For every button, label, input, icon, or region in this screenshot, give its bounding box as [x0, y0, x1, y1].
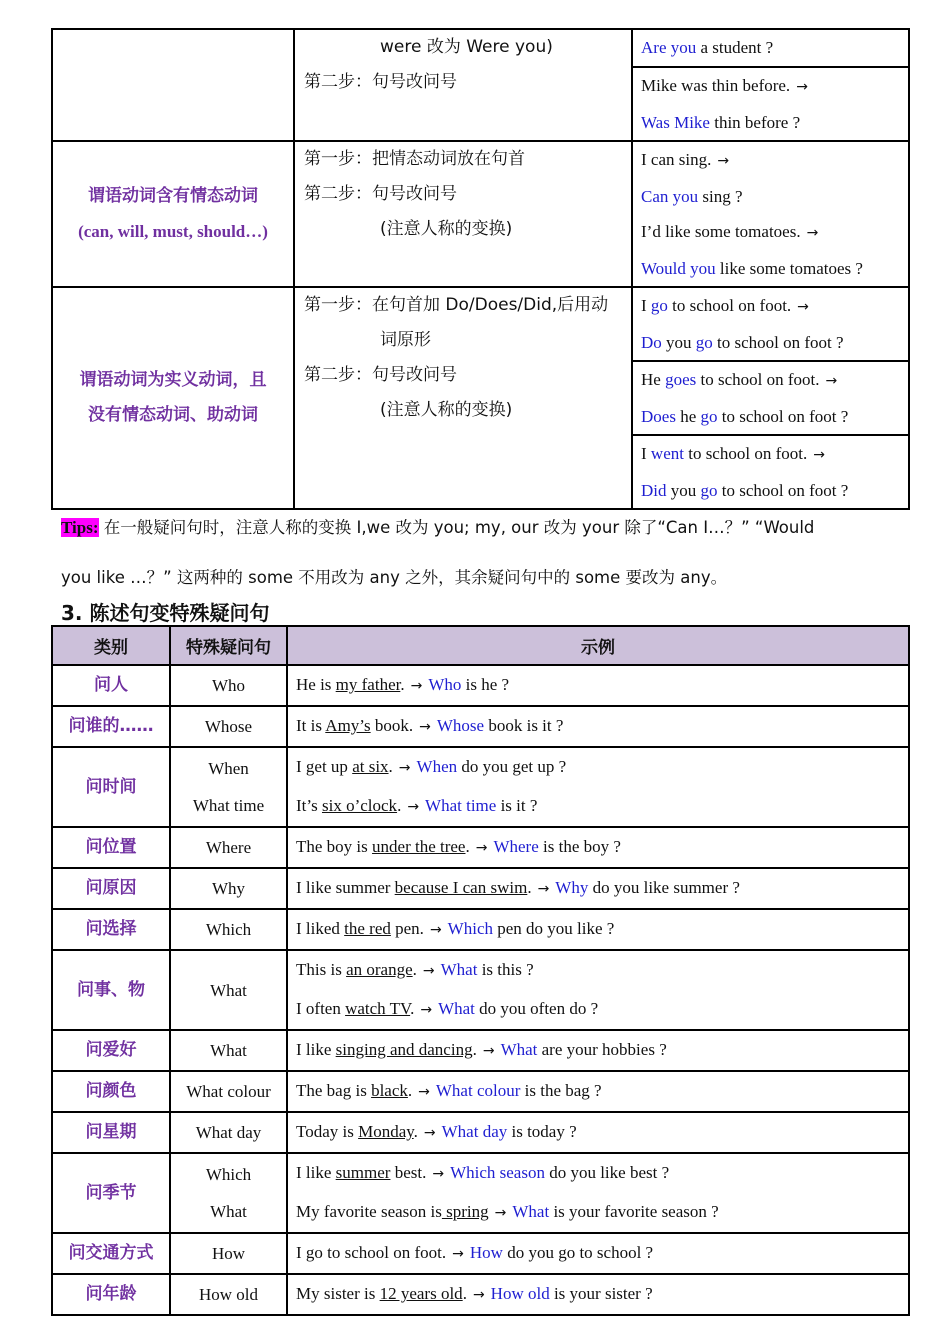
- example-line: [296, 990, 908, 1029]
- question-text: do you like best ?: [544, 1163, 670, 1182]
- example-line: [296, 1113, 908, 1152]
- question-text: book is it ?: [484, 716, 564, 735]
- question-word: What: [500, 1040, 538, 1059]
- example-cell: [287, 1233, 909, 1274]
- table-row: [52, 1071, 909, 1112]
- statement-text: .: [400, 675, 405, 694]
- step-line: 第一步：在句首加 Do/Does/Did,后用动: [304, 295, 609, 315]
- table-row: [52, 1153, 909, 1233]
- example-line: [296, 1234, 908, 1273]
- example-cell: [287, 950, 909, 1030]
- question-text: pen do you like ?: [493, 919, 615, 938]
- category-cell: 问谁的……: [52, 706, 170, 747]
- example-cell: [287, 1071, 909, 1112]
- arrow-icon: →: [423, 1125, 436, 1141]
- table-row: [52, 1112, 909, 1153]
- category-cell: 问原因: [52, 868, 170, 909]
- table-row: [52, 1274, 909, 1315]
- underlined-answer: under the tree: [372, 837, 466, 856]
- question-word-cell: [170, 706, 287, 747]
- category-cell: 问季节: [52, 1153, 170, 1233]
- yes-no-question-table: [51, 28, 910, 510]
- example-line: [296, 828, 908, 867]
- statement-text: My sister is: [296, 1284, 380, 1303]
- example-cell: [287, 1112, 909, 1153]
- question-text: is it ?: [496, 796, 538, 815]
- arrow-icon: →: [482, 1043, 495, 1059]
- question-text: is your sister ?: [549, 1284, 653, 1303]
- statement-text: The boy is: [296, 837, 373, 856]
- underlined-answer: black: [371, 1081, 408, 1100]
- arrow-icon: →: [472, 1287, 485, 1303]
- arrow-icon: →: [420, 1002, 433, 1018]
- statement-text: .: [407, 1081, 413, 1100]
- question-word: Would you: [641, 259, 716, 278]
- example-cell: [287, 1030, 909, 1071]
- question-word-cell: [170, 1112, 287, 1153]
- question-word: Which: [205, 1165, 252, 1184]
- underlined-answer: at six: [352, 757, 389, 776]
- question-word: What: [438, 999, 475, 1018]
- example-line: [296, 1193, 908, 1232]
- category-cell: 问交通方式: [52, 1233, 170, 1274]
- statement-text: .: [465, 837, 470, 856]
- arrow-icon: →: [452, 1246, 464, 1262]
- question-word: Where: [205, 838, 252, 857]
- question-word: Which: [205, 920, 252, 939]
- tips-text-line-1: 在一般疑问句时，注意人称的变换 I,we 改为 you; my, our 改为 your 除了“Can I…？” “Would: [98, 518, 815, 537]
- tips-paragraph: [61, 503, 901, 603]
- example-line: [296, 1154, 908, 1193]
- question-word: Are you: [641, 38, 697, 57]
- question-word-cell: [170, 747, 287, 827]
- example-line: [296, 1072, 908, 1111]
- example-cell: I went to school on foot. → Did you go to school on foot ?: [632, 435, 909, 509]
- step-line: 第二步：句号改问号: [304, 365, 457, 385]
- column-header: 示例: [287, 626, 909, 665]
- example-line: [296, 910, 908, 949]
- category-cell: 问星期: [52, 1112, 170, 1153]
- question-word: What: [210, 980, 247, 1000]
- question-word: How: [211, 1244, 246, 1263]
- question-word: What day: [441, 1122, 508, 1141]
- question-word: What: [210, 1041, 247, 1060]
- underlined-answer: Amy’s: [325, 716, 371, 735]
- example-line: [296, 748, 908, 787]
- question-word-cell: [170, 909, 287, 950]
- question-word: When: [416, 757, 458, 776]
- question-word: What: [210, 1202, 247, 1221]
- statement-text: He is: [296, 675, 336, 694]
- example-cell: [287, 827, 909, 868]
- question-word: Where: [493, 837, 539, 856]
- steps-cell: [294, 287, 632, 509]
- arrow-icon: →: [418, 1084, 430, 1100]
- example-line: [296, 951, 908, 990]
- category-label: 谓语动词含有情态动词: [88, 186, 258, 206]
- question-word: Was Mike: [641, 113, 710, 132]
- arrow-icon: →: [813, 447, 825, 463]
- column-header: 类别: [52, 626, 170, 665]
- table-row: [52, 29, 909, 67]
- category-cell: 问时间: [52, 747, 170, 827]
- statement-text: I go to school on foot.: [296, 1243, 447, 1262]
- statement-text: best.: [390, 1163, 427, 1182]
- table-row: [52, 868, 909, 909]
- example-line: [296, 666, 908, 705]
- category-label: 没有情态动词、助动词: [88, 405, 258, 425]
- question-text: is today ?: [507, 1122, 577, 1141]
- arrow-icon: →: [407, 799, 420, 815]
- arrow-icon: →: [398, 760, 411, 776]
- tips-text-line-2: you like …？” 这两种的 some 不用改为 any 之外，其余疑问句中的 some 要改为 any。: [61, 568, 728, 587]
- question-word-cell: [170, 1233, 287, 1274]
- statement-text: .: [527, 878, 532, 897]
- category-sub-label: (can, will, must, should…): [78, 222, 268, 241]
- example-line: [296, 707, 908, 746]
- question-word: How old: [198, 1285, 259, 1304]
- question-word: What colour: [435, 1081, 521, 1100]
- step-line: 第一步：把情态动词放在句首: [304, 149, 525, 169]
- arrow-icon: →: [494, 1205, 507, 1221]
- example-cell: I can sing. → Can you sing ? I’d like some tomatoes. → Would you like some tomatoes ?: [632, 141, 909, 287]
- step-line: (注意人称的变换): [380, 219, 513, 239]
- arrow-icon: →: [717, 153, 730, 169]
- step-line: 第二步：句号改问号: [304, 72, 457, 92]
- statement-text: It’s: [296, 796, 322, 815]
- statement-text: book.: [370, 716, 414, 735]
- table-row: [52, 909, 909, 950]
- statement-text: .: [388, 757, 393, 776]
- example-cell: [287, 868, 909, 909]
- question-word: Which season: [450, 1163, 545, 1182]
- question-text: do you often do ?: [474, 999, 599, 1018]
- question-word-cell: [170, 1071, 287, 1112]
- example-cell: He goes to school on foot. → Does he go to school on foot ?: [632, 361, 909, 435]
- question-word: What colour: [186, 1082, 271, 1101]
- example-cell: [287, 909, 909, 950]
- question-word: Which: [447, 919, 493, 938]
- question-word: What: [512, 1202, 550, 1221]
- table-row: [52, 827, 909, 868]
- category-cell: 问爱好: [52, 1030, 170, 1071]
- section-title: 3. 陈述句变特殊疑问句: [61, 601, 270, 625]
- step-line: were 改为 Were you): [380, 37, 553, 57]
- category-cell: [52, 29, 294, 141]
- statement-text: I often: [296, 999, 346, 1018]
- statement-text: It is: [296, 716, 326, 735]
- arrow-icon: →: [419, 719, 431, 735]
- question-word-cell: [170, 665, 287, 706]
- question-text: is he ?: [461, 675, 510, 694]
- statement-text: I get up: [296, 757, 353, 776]
- statement-text: .: [462, 1284, 467, 1303]
- question-word: Why: [555, 878, 589, 897]
- question-word: Who: [211, 676, 246, 695]
- statement-text: .: [410, 999, 415, 1018]
- category-cell: 问人: [52, 665, 170, 706]
- column-header: 特殊疑问句: [170, 626, 287, 665]
- statement-text: Today is: [296, 1122, 359, 1141]
- underlined-answer: Monday: [358, 1122, 414, 1141]
- example-cell: [287, 1153, 909, 1233]
- statement-text: .: [397, 796, 402, 815]
- steps-cell: [294, 29, 632, 141]
- question-word: What time: [425, 796, 497, 815]
- example-cell: [287, 1274, 909, 1315]
- statement-text: pen.: [390, 919, 424, 938]
- arrow-icon: →: [796, 79, 808, 95]
- question-word-cell: [170, 950, 287, 1030]
- statement-text: My favorite season is: [296, 1202, 442, 1221]
- arrow-icon: →: [825, 373, 838, 389]
- category-cell: 问事、物: [52, 950, 170, 1030]
- question-word-cell: [170, 1274, 287, 1315]
- underlined-answer: singing and dancing: [335, 1040, 473, 1059]
- table-row: [52, 950, 909, 1030]
- underlined-answer: my father: [335, 675, 401, 694]
- arrow-icon: →: [432, 1166, 445, 1182]
- category-cell: [52, 287, 294, 509]
- example-cell: I go to school on foot. → Do you go to school on foot ?: [632, 287, 909, 361]
- table-row: [52, 665, 909, 706]
- arrow-icon: →: [797, 299, 809, 315]
- underlined-answer: the red: [344, 919, 391, 938]
- example-line: [296, 1031, 908, 1070]
- question-word-cell: [170, 827, 287, 868]
- question-word: How: [469, 1243, 503, 1262]
- underlined-answer: an orange: [346, 960, 413, 979]
- statement-text: The bag is: [296, 1081, 372, 1100]
- example-line: [296, 869, 908, 908]
- underlined-answer: watch TV: [345, 999, 411, 1018]
- table-header-row: [52, 626, 909, 665]
- question-text: is the bag ?: [520, 1081, 602, 1100]
- question-text: are your hobbies ?: [537, 1040, 667, 1059]
- question-word: Who: [428, 675, 462, 694]
- question-word: Can you: [641, 187, 699, 206]
- arrow-icon: →: [806, 225, 819, 241]
- question-text: is this ?: [477, 960, 534, 979]
- step-line: (注意人称的变换): [380, 400, 513, 420]
- example-line: [296, 787, 908, 826]
- step-line: 第二步：句号改问号: [304, 184, 457, 204]
- table-row: [52, 706, 909, 747]
- step-line: 词原形: [380, 330, 431, 350]
- table-row: [52, 1030, 909, 1071]
- example-cell: Are you a student ?: [632, 29, 909, 67]
- example-cell: Mike was thin before. → Was Mike thin before ?: [632, 67, 909, 141]
- table-row: [52, 747, 909, 827]
- question-text: do you get up ?: [457, 757, 567, 776]
- category-cell: 问年龄: [52, 1274, 170, 1315]
- question-word: What day: [195, 1123, 262, 1142]
- underlined-answer: six o’clock: [321, 796, 398, 815]
- example-line: [296, 1275, 908, 1314]
- example-cell: [287, 747, 909, 827]
- arrow-icon: →: [475, 840, 488, 856]
- underlined-answer: 12 years old: [379, 1284, 463, 1303]
- category-cell: 问位置: [52, 827, 170, 868]
- question-text: is your favorite season ?: [549, 1202, 719, 1221]
- arrow-icon: →: [422, 963, 435, 979]
- example-cell: [287, 706, 909, 747]
- question-word: Why: [211, 879, 246, 898]
- table-row: [52, 141, 909, 287]
- statement-text: .: [413, 1122, 418, 1141]
- statement-text: I liked: [296, 919, 345, 938]
- question-word-cell: [170, 868, 287, 909]
- underlined-answer: spring: [441, 1202, 489, 1221]
- arrow-icon: →: [429, 922, 442, 938]
- statement-text: I like summer: [296, 878, 395, 897]
- tips-label: Tips:: [61, 518, 99, 537]
- wh-question-table: [51, 625, 910, 1316]
- table-row: [52, 1233, 909, 1274]
- statement-text: I like: [296, 1040, 336, 1059]
- category-cell: [52, 141, 294, 287]
- category-label: 谓语动词为实义动词，且: [79, 370, 267, 390]
- arrow-icon: →: [410, 678, 423, 694]
- question-text: do you like summer ?: [588, 878, 740, 897]
- question-word: How old: [490, 1284, 550, 1303]
- arrow-icon: →: [537, 881, 550, 897]
- example-cell: [287, 665, 909, 706]
- question-text: do you go to school ?: [502, 1243, 654, 1262]
- question-word: Whose: [436, 716, 485, 735]
- question-word: When: [208, 759, 249, 778]
- table-row: [52, 287, 909, 361]
- question-word: What: [440, 960, 478, 979]
- question-text: is the boy ?: [538, 837, 621, 856]
- statement-text: .: [412, 960, 417, 979]
- statement-text: This is: [296, 960, 347, 979]
- underlined-answer: summer: [335, 1163, 391, 1182]
- question-word-cell: [170, 1153, 287, 1233]
- question-word: Whose: [204, 717, 253, 736]
- statement-text: I like: [296, 1163, 336, 1182]
- question-word: What time: [192, 796, 265, 815]
- question-word-cell: [170, 1030, 287, 1071]
- steps-cell: [294, 141, 632, 287]
- category-cell: 问选择: [52, 909, 170, 950]
- underlined-answer: because I can swim: [394, 878, 528, 897]
- category-cell: 问颜色: [52, 1071, 170, 1112]
- statement-text: .: [472, 1040, 477, 1059]
